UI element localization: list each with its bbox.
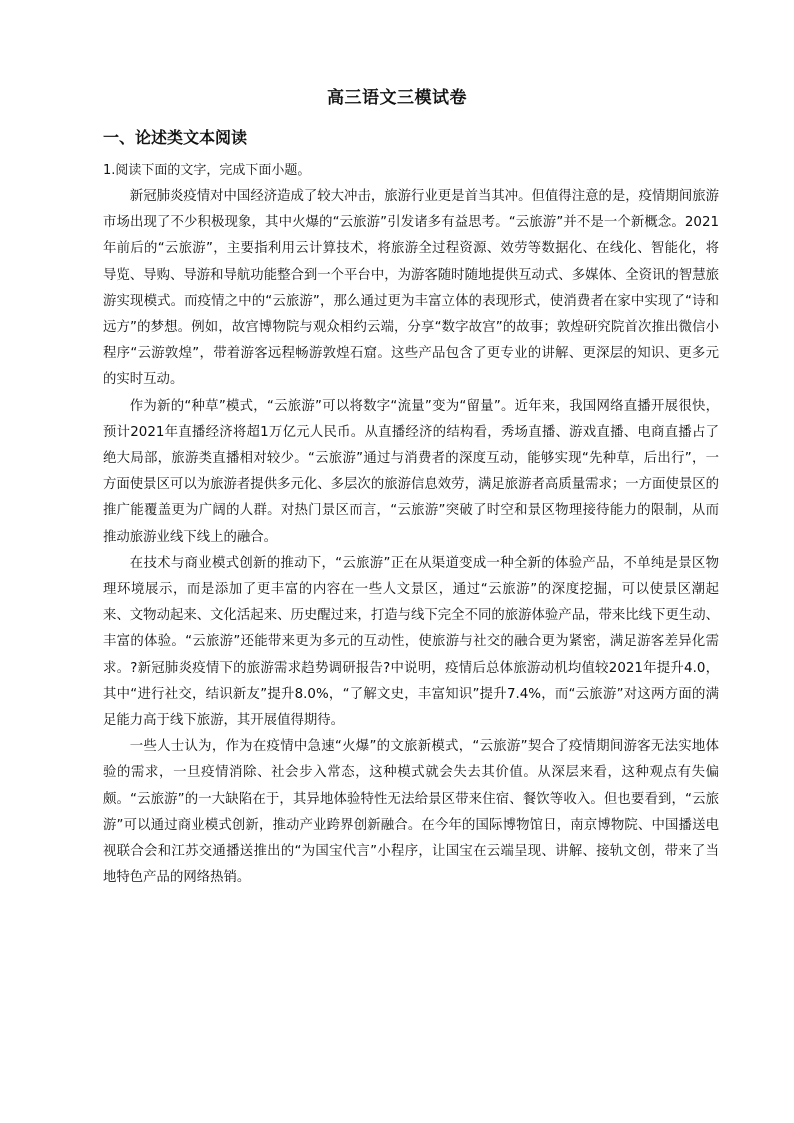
passage-paragraph-2: 作为新的“种草”模式，“云旅游”可以将数字“流量”变为“留量”。近年来，我国网络直播开展很快，预计2021年直播经济将超1万亿元人民币。从直播经济的结构看，秀场直播、游戏直播、电商直播占了绝大局部，旅游类直播相对较少。“云旅游”通过与消费者的深度互动，能够实现“先种草，后出行”，一方面使景区可以为旅游者提供多元化、多层次的旅游信息效劳，满足旅游者高质量需求；一方面使景区的推广能覆盖更为广阔的人群。对热门景区而言，“云旅游”突破了时空和景区物理接待能力的限制，从而推动旅游业线下线上的融合。: [103, 398, 719, 545]
passage-body: [103, 184, 719, 891]
passage-paragraph-1: 新冠肺炎疫情对中国经济造成了较大冲击，旅游行业更是首当其冲。但值得注意的是，疫情期间旅游市场出现了不少积极现象，其中火爆的“云旅游”引发诸多有益思考。“云旅游”并不是一个新概念。2021年前后的“云旅游”，主要指利用云计算技术，将旅游全过程资源、效劳等数据化、在线化、智能化，将导览、导购、导游和导航功能整合到一个平台中，为游客随时随地提供互动式、多媒体、全资讯的智慧旅游实现模式。而疫情之中的“云旅游”，那么通过更为丰富立体的表现形式，使消费者在家中实现了“诗和远方”的梦想。例如，故宫博物院与观众相约云端，分享“数字故宫”的故事；敦煌研究院首次推出微信小程序“云游敦煌”，带着游客远程畅游敦煌石窟。这些产品包含了更专业的讲解、更深层的知识、更多元的实时互动。: [103, 189, 719, 388]
passage-paragraph-3: 在技术与商业模式创新的推动下，“云旅游”正在从渠道变成一种全新的体验产品，不单纯是景区物理环境展示，而是添加了更丰富的内容在一些人文景区，通过“云旅游”的深度挖掘，可以使景区潮起来、文物动起来、文化活起来、历史醒过来，打造与线下完全不同的旅游体验产品，带来比线下更生动、丰富的体验。“云旅游”还能带来更为多元的互动性，使旅游与社交的融合更为紧密，满足游客差异化需求。?新冠肺炎疫情下的旅游需求趋势调研报告?中说明，疫情后总体旅游动机均值较2021年提升4.0，其中“进行社交，结识新友”提升8.0%，“了解文史，丰富知识”提升7.4%，而“云旅游”对这两方面的满足能力高于线下旅游，其开展值得期待。: [103, 555, 719, 729]
question-prompt: 1.阅读下面的文字，完成下面小题。: [103, 163, 311, 178]
passage-paragraph-4: 一些人士认为，作为在疫情中急速“火爆”的文旅新模式，“云旅游”契合了疫情期间游客无法实地体验的需求，一旦疫情消除、社会步入常态，这种模式就会失去其价值。从深层来看，这种观点有失偏颇。“云旅游”的一大缺陷在于，其异地体验特性无法给景区带来住宿、餐饮等收入。但也要看到，“云旅游”可以通过商业模式创新，推动产业跨界创新融合。在今年的国际博物馆日，南京博物院、中国播送电视联合会和江苏交通播送推出的“为国宝代言”小程序，让国宝在云端呈现、讲解、接轨文创，带来了当地特色产品的网络热销。: [103, 739, 719, 886]
page-title: 高三语文三模试卷: [327, 88, 467, 108]
section-heading: 一、论述类文本阅读: [103, 128, 248, 147]
